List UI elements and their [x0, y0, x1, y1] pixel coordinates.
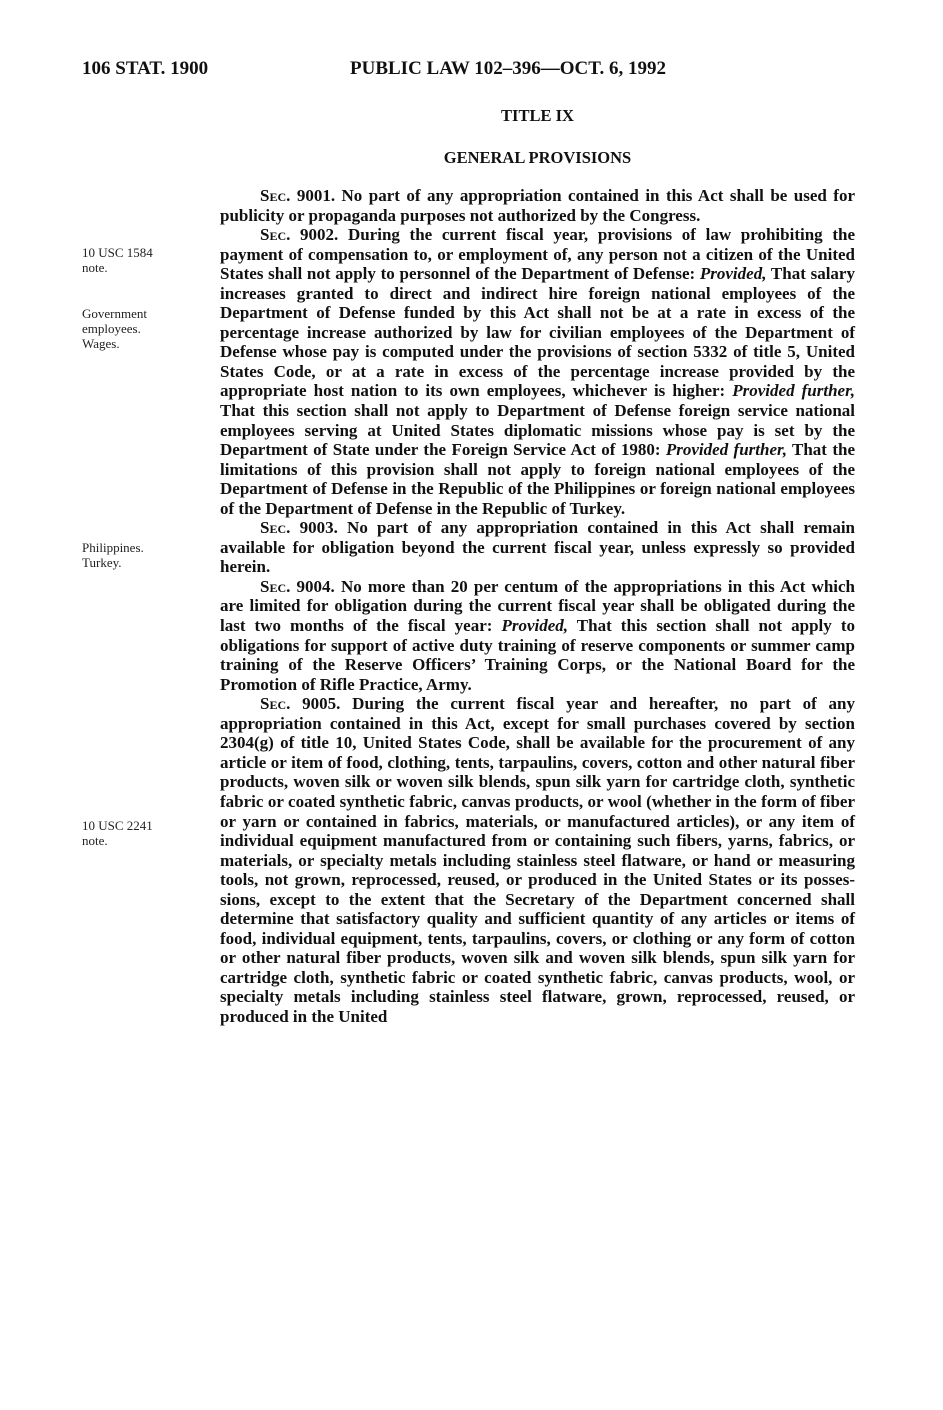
margin-note-philippines-turkey — [82, 540, 192, 570]
proviso-term: Provided, — [501, 616, 569, 636]
section-text: That salary increases granted to direct and indirect hire foreign national employees of the Department of Defense funded by this Act shall not be at a rate in excess of the percentage increase authorized by law for civilian employees of the Department of Defense whose pay is computed under the provisions of section 5332 of title 5, United States Code, or at a rate in excess of the percentage increase provided by the appropriate host nation to its own employees, whichever is higher: — [220, 264, 855, 401]
margin-note-line: note. — [82, 833, 108, 848]
title-heading: GENERAL PROVISIONS — [443, 148, 632, 167]
margin-note-line: 10 USC 1584 — [82, 245, 153, 260]
section-label: Sec. 9004. — [260, 576, 335, 596]
section-9002 — [220, 225, 855, 518]
stat-citation: 106 STAT. 1900 — [82, 58, 209, 79]
section-text: That this section shall not apply to obligations for support of active duty training of reserve components or summer camp training of the Reserve Officers’ Training Corps, or the National Board for the Promotion of Rifle Practice, Army. — [220, 616, 855, 694]
proviso-term: Provided further, — [665, 440, 787, 460]
title-number: TITLE IX — [501, 106, 574, 125]
margin-note-line: note. — [82, 260, 108, 275]
section-text: No part of any appropriation contained in this Act shall be used for publicity or propaganda purposes not authorized by the Congress. — [220, 186, 855, 225]
margin-note-line: employees. — [82, 321, 141, 336]
margin-note-line: 10 USC 2241 — [82, 818, 153, 833]
section-text: During the current fiscal year, provisions of law prohibiting the payment of compensation to, or employment of, any person not a citizen of the United States shall not apply to personnel of the Department of Defense: — [220, 225, 855, 284]
margin-note-line: Wages. — [82, 336, 120, 351]
section-text: That the limitations of this provision shall not apply to foreign national employees of the Department of Defense in the Republic of the Philippines or foreign national employees of the Department of Defense in the Republic of Turkey. — [220, 440, 856, 518]
section-label: Sec. 9003. — [260, 518, 338, 538]
section-text: No more than 20 per centum of the appropriations in this Act which are limited for obligation during the current fiscal year shall be obligated during the last two months of the fiscal year: — [220, 576, 856, 636]
section-label: Sec. 9005. — [260, 694, 341, 714]
margin-note-line: Government — [82, 306, 147, 321]
section-9004 — [220, 577, 855, 694]
margin-note-line: Turkey. — [82, 555, 122, 570]
section-text: That this section shall not apply to Department of Defense foreign service national employees serving at United States diplomatic missions whose pay is set by the Department of State under the Foreign Service Act of 1980: — [220, 401, 855, 460]
margin-note-government-employees — [82, 306, 192, 351]
section-text: During the current fiscal year and hereafter, no part of any appropriation contained in this Act, except for small purchases covered by section 2304(g) of title 10, United States Code, shall be available for the procurement of any article or item of food, clothing, tents, tarpaulins, covers, cotton and other natural fiber products, woven silk or woven silk blends, spun silk yarn for cartridge cloth, synthetic fabric or coated synthetic fabric, canvas products, or wool (whether in the form of fiber or yarn or contained in fabrics, materials, or manufactured articles), or any item of individual equipment manufactured from or containing such fibers, yarns, fabrics, or materials, or specialty metals including stainless steel flatware, or hand or measuring tools, not grown, reprocessed, reused, or produced in the United States or its possessions, except to the extent that the Secretary of the Department concerned shall determine that satisfactory quality and sufficient quantity of any articles or items of food, individual equipment, tents, tarpaulins, covers, or clothing or any form of cotton or other natural fiber products, woven silk and woven silk blends, spun silk yarn for cartridge cloth, synthetic fabric or coated synthetic fabric, canvas products, wool, or specialty metals including stainless steel flatware, grown, reprocessed, reused, or produced in the United — [220, 694, 856, 1026]
section-label: Sec. 9001. — [260, 186, 336, 205]
section-9001 — [220, 186, 855, 225]
margin-note-line: Philippines. — [82, 540, 144, 555]
section-9003 — [220, 518, 855, 577]
section-label: Sec. 9002. — [260, 225, 339, 245]
section-9005 — [220, 694, 855, 1026]
margin-note-usc-1584 — [82, 245, 192, 275]
proviso-term: Provided further, — [732, 381, 856, 401]
public-law-citation: PUBLIC LAW 102–396—OCT. 6, 1992 — [350, 58, 666, 79]
margin-note-usc-2241 — [82, 818, 192, 848]
body-text — [220, 186, 855, 1027]
proviso-term: Provided, — [699, 264, 767, 284]
page-header — [82, 58, 862, 88]
section-text: No part of any appropriation contained in this Act shall remain available for obligation beyond the current fiscal year, unless expressly so provided herein. — [220, 518, 856, 577]
